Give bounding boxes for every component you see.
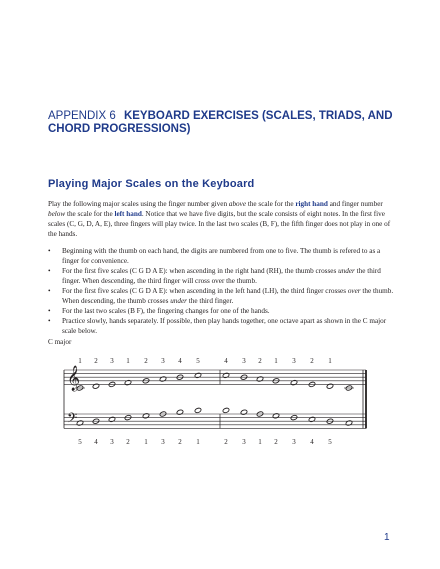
- lh-finger-number: 1: [258, 438, 262, 446]
- rh-finger-number: 3: [292, 357, 296, 365]
- rh-finger-number: 4: [178, 357, 182, 365]
- rh-finger-number: 1: [126, 357, 130, 365]
- lh-finger-number: 2: [224, 438, 228, 446]
- list-item-emphasis: under: [338, 267, 355, 275]
- intro-text: and finger number: [327, 200, 383, 208]
- list-item-text: For the first five scales (C G D A E): when ascending in the right hand (RH), the thumb crosses: [62, 267, 339, 275]
- lh-finger-number: 3: [161, 438, 165, 446]
- rh-finger-number: 1: [274, 357, 278, 365]
- appendix-title: KEYBOARD EXERCISES (SCALES, TRIADS, AND CHORD PROGRESSIONS): [48, 110, 393, 135]
- intro-text: . Notice that we have five digits, but the scale consists of eight notes. In the first five scales (C, G, D, A, E), three fingers will play twice. In the last two scales (B, F), the fifth finger does not play in one of the hands.: [48, 210, 391, 238]
- intro-paragraph: [48, 199, 398, 239]
- bass-whole-note: [194, 407, 201, 413]
- appendix-number: APPENDIX 6: [48, 110, 116, 122]
- treble-whole-note: [194, 372, 201, 378]
- bass-whole-note: [308, 416, 315, 422]
- list-item: [48, 306, 396, 316]
- lh-finger-number: 2: [274, 438, 278, 446]
- c-major-scale-notation: [60, 352, 370, 452]
- intro-text: the scale for the: [65, 210, 115, 218]
- list-item-emphasis: under: [170, 297, 187, 305]
- treble-whole-note: [222, 372, 229, 378]
- treble-whole-note: [256, 376, 263, 382]
- bullet-icon: •: [48, 287, 51, 295]
- list-item-emphasis: over: [347, 287, 361, 295]
- bullet-icon: •: [48, 267, 51, 275]
- rh-finger-number: 2: [144, 357, 148, 365]
- intro-text: Play the following major scales using the finger number given: [48, 200, 229, 208]
- bass-whole-note: [142, 413, 149, 419]
- treble-whole-note: [159, 376, 166, 382]
- list-item-text: the thumb. When descending, the thumb crosses: [62, 287, 394, 305]
- appendix-heading: [48, 110, 398, 136]
- list-item-text: Beginning with the thumb on each hand, the digits are numbered from one to five. The thumb is refered to as a finger for convenience.: [62, 247, 381, 265]
- lh-finger-number: 3: [242, 438, 246, 446]
- list-item-text: For the last two scales (B F), the fingering changes for one of the hands.: [62, 307, 270, 315]
- intro-emphasis-below: below: [48, 210, 66, 218]
- lh-finger-number: 1: [196, 438, 200, 446]
- list-item-text: For the first five scales (C G D A E): when ascending in the left hand (LH), the third finger crosses: [62, 287, 348, 295]
- lh-finger-number: 4: [94, 438, 98, 446]
- lh-finger-number: 5: [328, 438, 332, 446]
- treble-whole-note: [326, 383, 333, 389]
- rh-finger-number: 3: [242, 357, 246, 365]
- lh-finger-number: 5: [78, 438, 82, 446]
- example-label: C major: [48, 338, 72, 346]
- bullet-icon: •: [48, 307, 51, 315]
- lh-finger-number: 2: [178, 438, 182, 446]
- treble-whole-note: [290, 380, 297, 386]
- rh-finger-number: 3: [110, 357, 114, 365]
- list-item: [48, 316, 396, 336]
- lh-finger-number: 3: [292, 438, 296, 446]
- bass-clef-icon: 𝄢: [67, 410, 78, 429]
- lh-finger-number: 1: [144, 438, 148, 446]
- list-item-text: the third finger. When descending, the third finger will cross over the thumb.: [62, 267, 381, 285]
- bass-whole-note: [345, 420, 352, 426]
- intro-left-hand: left hand: [114, 210, 142, 218]
- lh-finger-number: 2: [126, 438, 130, 446]
- bass-whole-note: [272, 413, 279, 419]
- treble-whole-note: [124, 380, 131, 386]
- list-item-text: the third finger.: [186, 297, 234, 305]
- bass-whole-note: [240, 409, 247, 415]
- rh-finger-number: 2: [258, 357, 262, 365]
- treble-clef-icon: 𝄞: [67, 366, 81, 391]
- intro-right-hand: right hand: [295, 200, 328, 208]
- rh-finger-number: 4: [224, 357, 228, 365]
- instruction-list: [48, 246, 396, 336]
- treble-whole-note: [92, 383, 99, 389]
- list-item: [48, 286, 396, 306]
- bullet-icon: •: [48, 317, 51, 325]
- intro-emphasis-above: above: [228, 200, 247, 208]
- rh-finger-number: 5: [196, 357, 200, 365]
- bass-whole-note: [176, 409, 183, 415]
- bullet-icon: •: [48, 247, 51, 255]
- rh-finger-number: 1: [328, 357, 332, 365]
- section-title: Playing Major Scales on the Keyboard: [48, 178, 255, 190]
- bass-whole-note: [222, 407, 229, 413]
- intro-text: the scale for the: [246, 200, 296, 208]
- bass-whole-note: [76, 420, 83, 426]
- list-item: [48, 266, 396, 286]
- rh-finger-number: 2: [94, 357, 98, 365]
- rh-finger-number: 3: [161, 357, 165, 365]
- rh-finger-number: 2: [310, 357, 314, 365]
- lh-finger-number: 4: [310, 438, 314, 446]
- page-number: 1: [384, 532, 390, 543]
- bass-whole-note: [108, 416, 115, 422]
- lh-finger-number: 3: [110, 438, 114, 446]
- list-item: [48, 246, 396, 266]
- list-item-text: Practice slowly, hands separately. If possible, then play hands together, one octave apart as shown in the C major scale below.: [62, 317, 387, 335]
- rh-finger-number: 1: [78, 357, 82, 365]
